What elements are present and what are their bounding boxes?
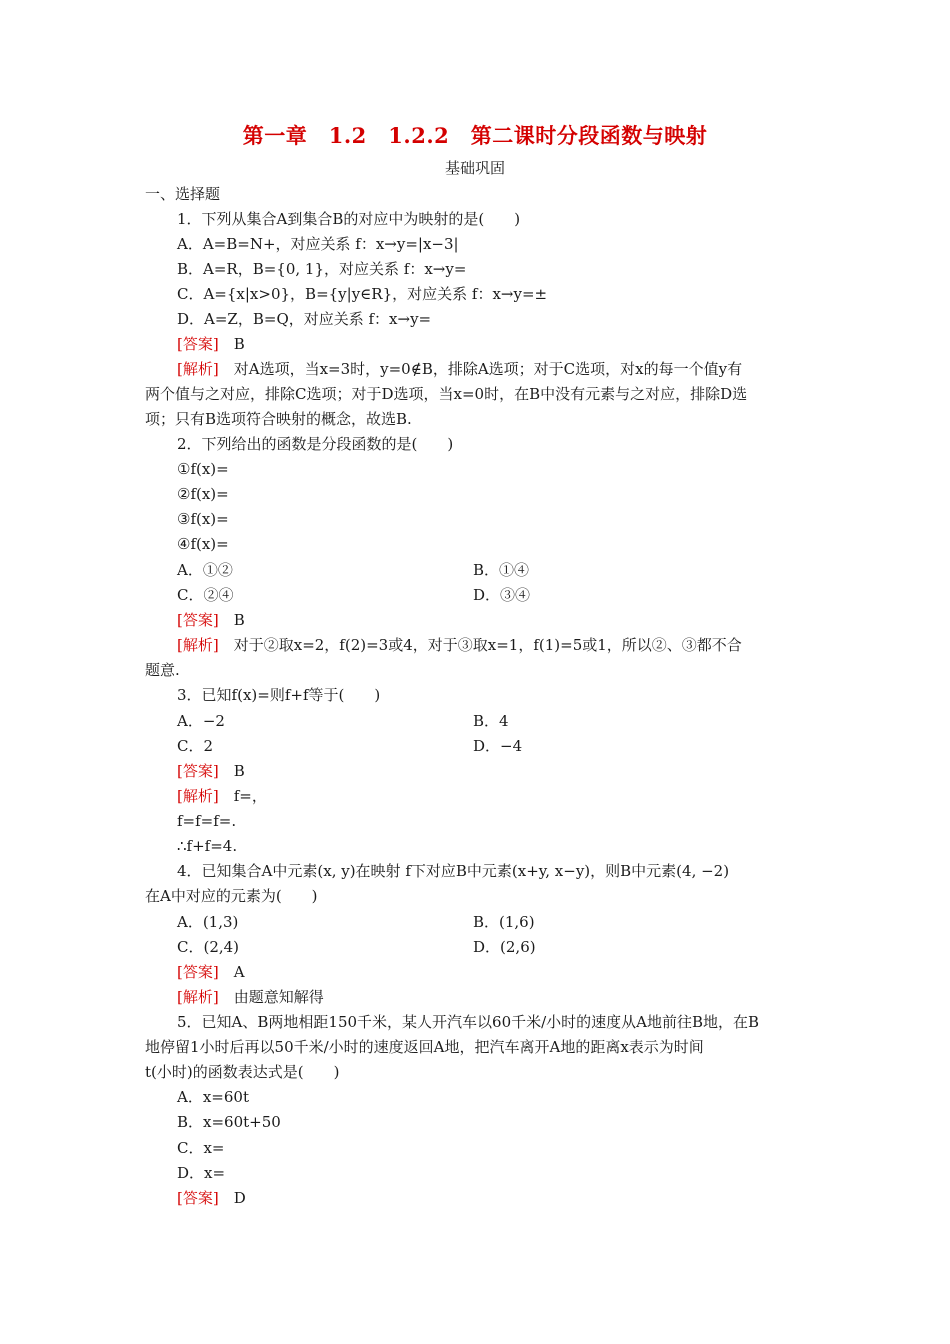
q2-item-2: ②f(x)= bbox=[177, 485, 229, 503]
analysis-tag: [解析] bbox=[177, 787, 219, 805]
q5-answer: D bbox=[233, 1189, 246, 1207]
q3-option-d: D．−4 bbox=[473, 737, 523, 755]
analysis-tag: [解析] bbox=[177, 360, 219, 378]
q4-answer: A bbox=[233, 963, 245, 981]
answer-tag: [答案] bbox=[177, 963, 219, 981]
q4-stem-line-1: 4．已知集合A中元素(x, y)在映射 f下对应B中元素(x+y, x−y)，则B中元素(4, −2) bbox=[177, 862, 730, 880]
q2-option-c: C．②④ bbox=[177, 586, 234, 604]
q1-analysis-row bbox=[177, 359, 742, 379]
analysis-tag: [解析] bbox=[177, 988, 219, 1006]
q2-option-a: A．①② bbox=[177, 561, 233, 579]
q4-analysis: 由题意知解得 bbox=[233, 988, 324, 1006]
q4-option-d: D．(2,6) bbox=[473, 938, 536, 956]
page-title: 第一章 1.2 1.2.2 第二课时分段函数与映射 bbox=[242, 123, 708, 148]
q1-answer-row bbox=[177, 334, 245, 354]
q4-option-c: C．(2,4) bbox=[177, 938, 240, 956]
q4-stem-line-2: 在A中对应的元素为( ) bbox=[145, 887, 318, 905]
answer-tag: [答案] bbox=[177, 611, 219, 629]
section-heading: 一、选择题 bbox=[145, 185, 221, 203]
q3-option-a: A．−2 bbox=[177, 712, 225, 730]
q5-stem-line-3: t(小时)的函数表达式是( ) bbox=[145, 1063, 340, 1081]
q2-item-3: ③f(x)= bbox=[177, 510, 229, 528]
q2-analysis-line-2: 题意. bbox=[145, 661, 180, 679]
q2-option-d: D．③④ bbox=[473, 586, 531, 604]
q3-stem: 3．已知f(x)=则f+f等于( ) bbox=[177, 686, 381, 704]
page-subtitle: 基础巩固 bbox=[444, 159, 505, 177]
q2-answer: B bbox=[233, 611, 245, 629]
q1-option-b: B．A=R，B={0, 1}，对应关系 f：x→y= bbox=[177, 260, 467, 278]
q3-analysis-line-3: ∴f+f=4. bbox=[177, 837, 238, 855]
answer-tag: [答案] bbox=[177, 1189, 219, 1207]
q1-option-a: A．A=B=N+，对应关系 f：x→y=|x−3| bbox=[177, 235, 459, 253]
q5-stem-line-1: 5．已知A、B两地相距150千米，某人开汽车以60千米/小时的速度从A地前往B地，在B bbox=[177, 1013, 760, 1031]
q2-stem: 2．下列给出的函数是分段函数的是( ) bbox=[177, 435, 454, 453]
q3-analysis-line-1: f=， bbox=[233, 787, 267, 805]
q5-option-b: B．x=60t+50 bbox=[177, 1113, 281, 1131]
q1-answer: B bbox=[233, 335, 245, 353]
q1-analysis-line-2: 两个值与之对应，排除C选项；对于D选项，当x=0时，在B中没有元素与之对应，排除D选 bbox=[145, 385, 748, 403]
q5-answer-row bbox=[177, 1188, 246, 1208]
q2-analysis-line-1: 对于②取x=2，f(2)=3或4，对于③取x=1，f(1)=5或1，所以②、③都不合 bbox=[233, 636, 742, 654]
q3-analysis-line-2: f=f=f=. bbox=[177, 812, 237, 830]
q5-option-d: D．x= bbox=[177, 1164, 226, 1182]
q1-option-d: D．A=Z，B=Q，对应关系 f：x→y= bbox=[177, 310, 432, 328]
q5-option-a: A．x=60t bbox=[177, 1088, 249, 1106]
q4-option-b: B．(1,6) bbox=[473, 913, 535, 931]
q3-answer: B bbox=[233, 762, 245, 780]
q3-analysis-row bbox=[177, 786, 267, 806]
q3-answer-row bbox=[177, 761, 245, 781]
q1-stem: 1．下列从集合A到集合B的对应中为映射的是( ) bbox=[177, 210, 521, 228]
q5-option-c: C．x= bbox=[177, 1139, 225, 1157]
q3-option-c: C．2 bbox=[177, 737, 214, 755]
q3-option-b: B．4 bbox=[473, 712, 509, 730]
q4-option-a: A．(1,3) bbox=[177, 913, 239, 931]
q5-stem-line-2: 地停留1小时后再以50千米/小时的速度返回A地，把汽车离开A地的距离x表示为时间 bbox=[145, 1038, 704, 1056]
q4-analysis-row bbox=[177, 987, 324, 1007]
analysis-tag: [解析] bbox=[177, 636, 219, 654]
q2-answer-row bbox=[177, 610, 245, 630]
answer-tag: [答案] bbox=[177, 762, 219, 780]
q1-option-c: C．A={x|x>0}，B={y|y∈R}，对应关系 f：x→y=± bbox=[177, 285, 548, 303]
answer-tag: [答案] bbox=[177, 335, 219, 353]
q2-analysis-row bbox=[177, 635, 742, 655]
q2-item-4: ④f(x)= bbox=[177, 535, 229, 553]
q4-answer-row bbox=[177, 962, 245, 982]
q1-analysis-line-3: 项；只有B选项符合映射的概念，故选B. bbox=[145, 410, 412, 428]
q2-item-1: ①f(x)= bbox=[177, 460, 229, 478]
q1-analysis-line-1: 对A选项，当x=3时，y=0∉B，排除A选项；对于C选项，对x的每一个值y有 bbox=[233, 360, 743, 378]
q2-option-b: B．①④ bbox=[473, 561, 530, 579]
